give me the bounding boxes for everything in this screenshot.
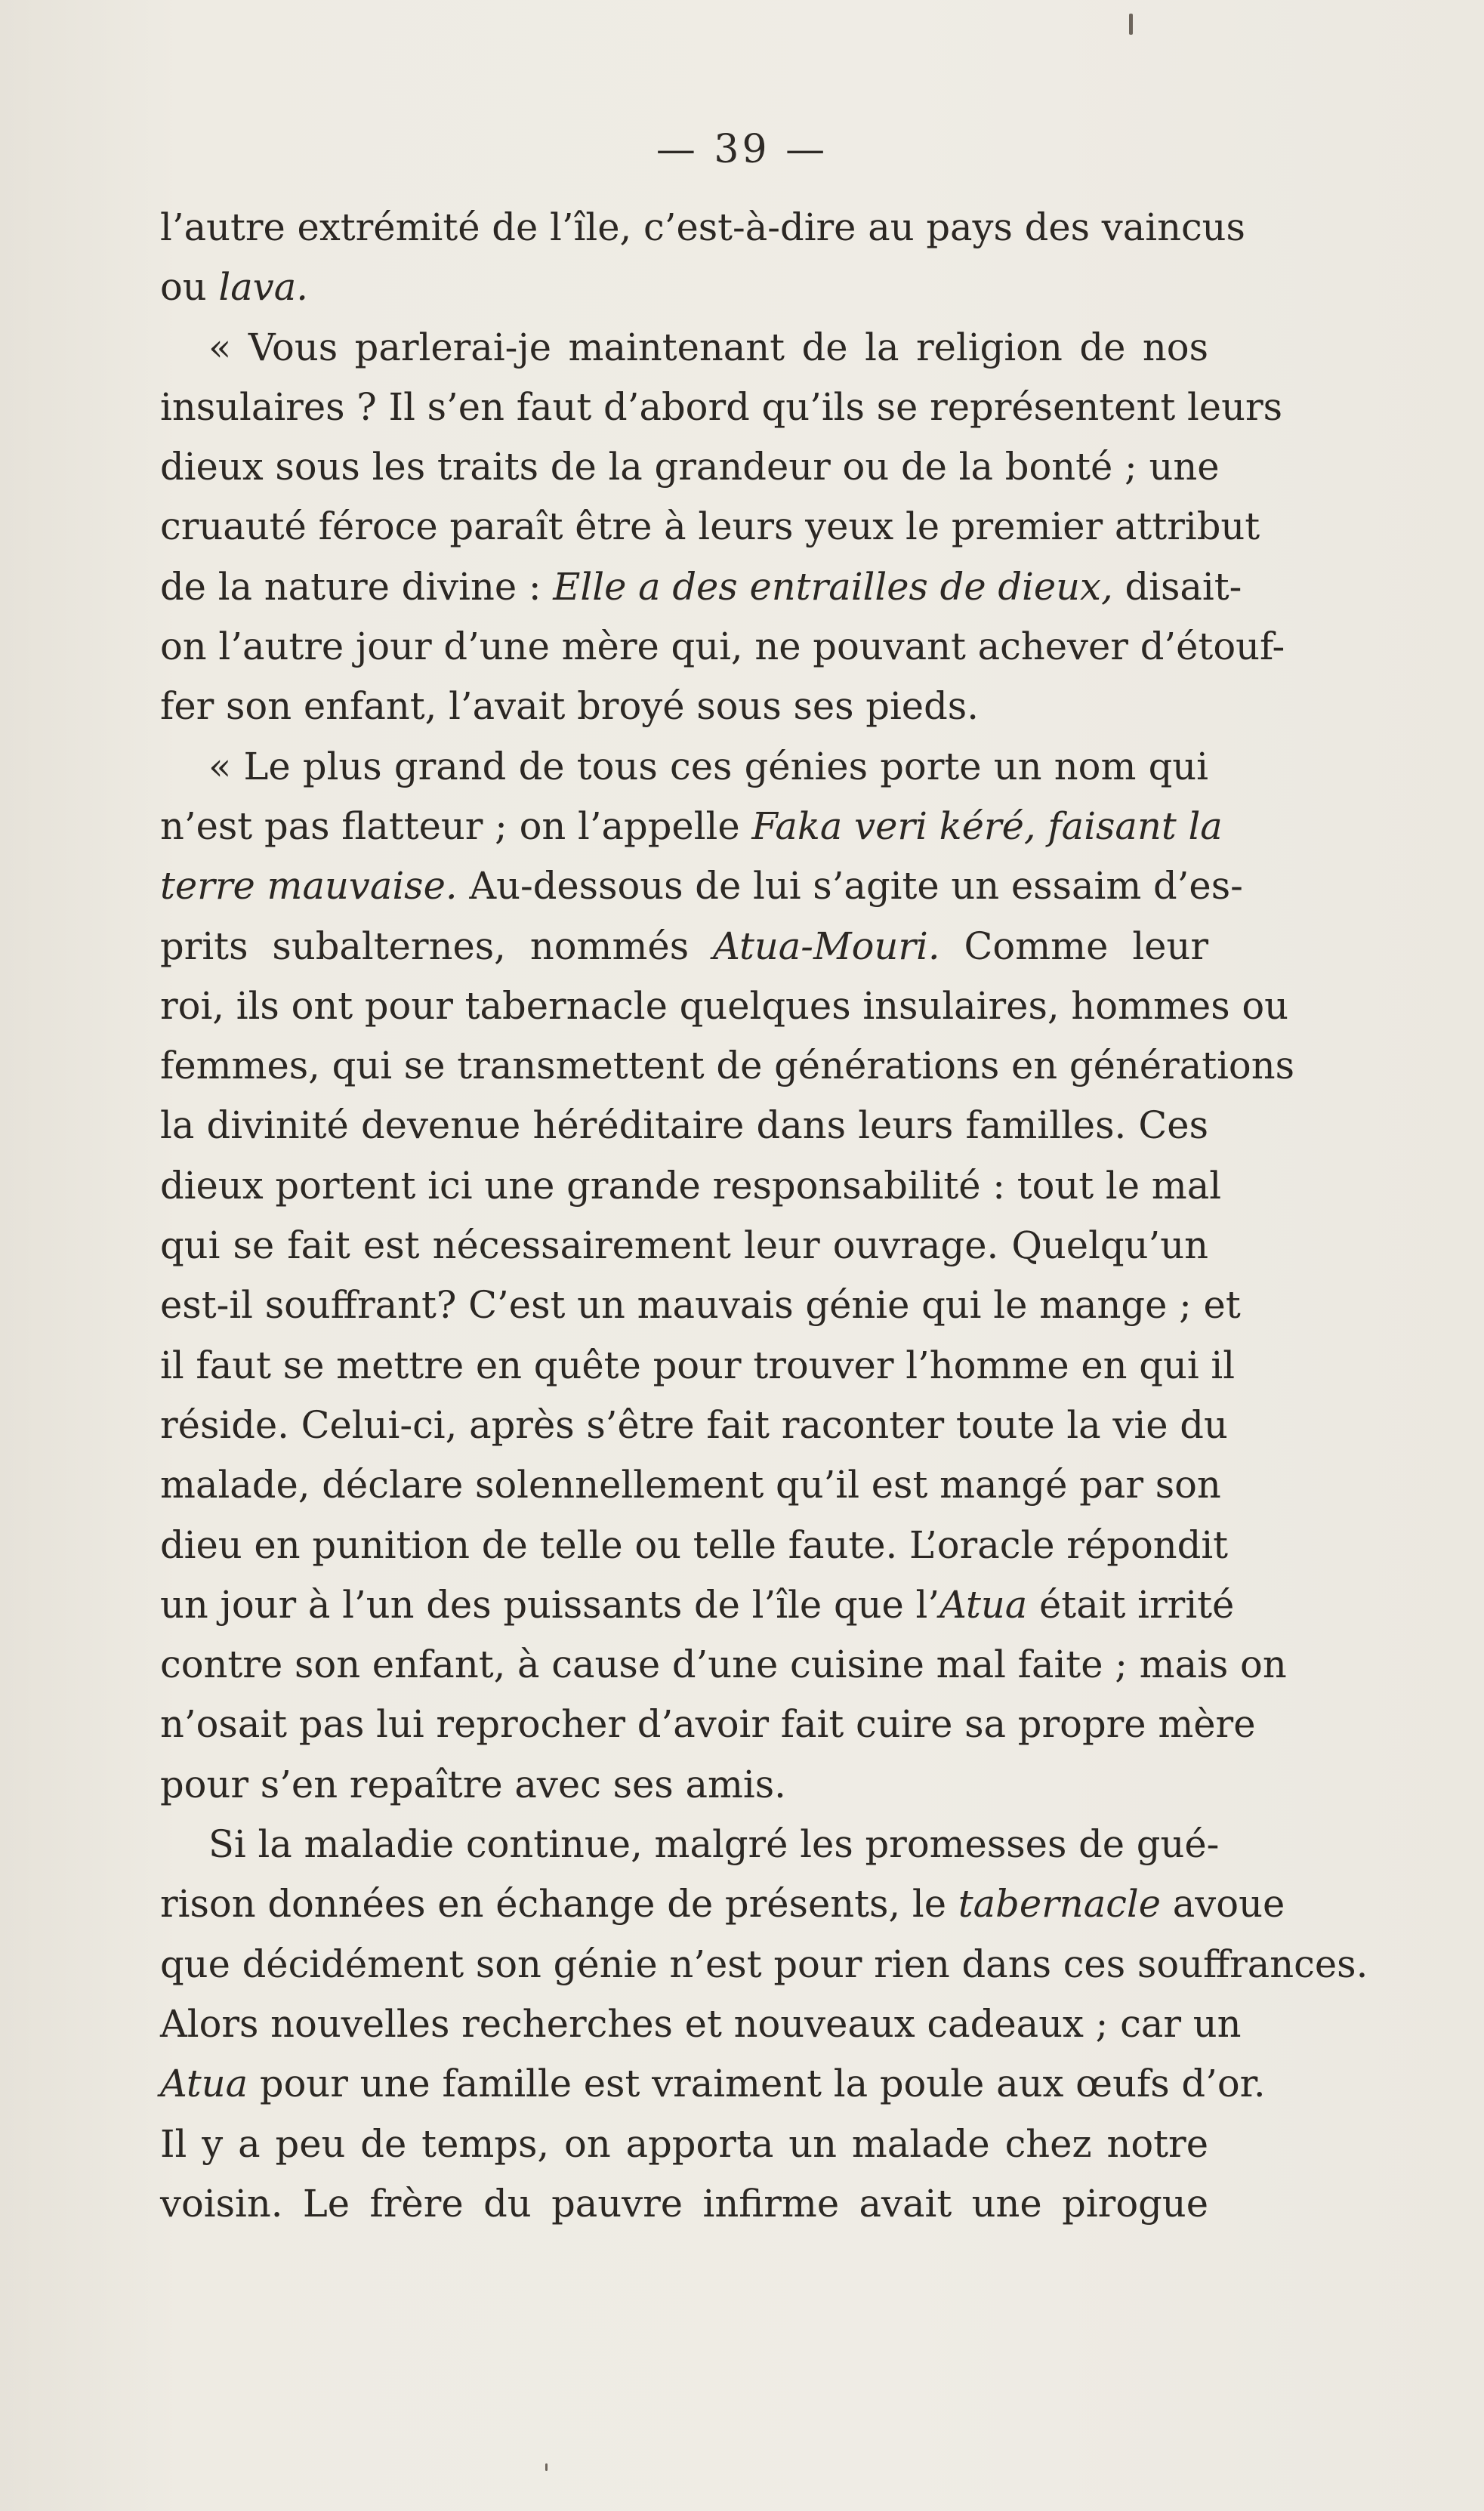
- italic-text: Faka veri kéré, faisant la: [751, 804, 1223, 848]
- text-line: [160, 2054, 1266, 2114]
- text-line: [160, 856, 1243, 916]
- text-run: il faut se mettre en quête pour trouver l’homme en qui il: [160, 1343, 1236, 1387]
- text-line: [160, 1336, 1236, 1396]
- text-line: [160, 1455, 1221, 1515]
- ink-speck: [1129, 14, 1133, 35]
- text-run: de la nature divine :: [160, 564, 554, 609]
- text-line: [160, 1635, 1287, 1695]
- text-run: rison données en échange de présents, le: [160, 1882, 958, 1926]
- text-run: insulaires ? Il s’en faut d’abord qu’ils se représentent leurs: [160, 384, 1283, 429]
- text-line: [160, 1156, 1222, 1216]
- text-line: [160, 1036, 1295, 1096]
- italic-text: terre mauvaise.: [160, 864, 458, 908]
- text-line: [160, 1096, 1208, 1155]
- body-text: [160, 198, 1368, 2234]
- text-run: un jour à l’un des puissants de l’île que l’: [160, 1582, 940, 1627]
- text-run: « Vous parlerai-je maintenant de la religion de nos: [208, 325, 1208, 369]
- text-run: la divinité devenue héréditaire dans leurs familles. Ces: [160, 1103, 1208, 1148]
- text-line: [160, 737, 1208, 797]
- text-line: [160, 258, 1208, 317]
- text-run: contre son enfant, à cause d’une cuisine mal faite ; mais on: [160, 1643, 1287, 1687]
- page-number: — 39 —: [656, 127, 828, 172]
- text-line: [160, 677, 1208, 736]
- text-line: [160, 437, 1220, 497]
- text-line: [160, 2174, 1208, 2234]
- text-line: [160, 1216, 1208, 1276]
- text-line: [160, 917, 1208, 976]
- italic-text: Elle a des entrailles de dieux,: [553, 564, 1113, 609]
- text-run: Au-dessous de lui s’agite un essaim d’es-: [457, 864, 1243, 908]
- ink-speck: [545, 2463, 548, 2471]
- text-run: Si la maladie continue, malgré les promesses de gué-: [208, 1822, 1220, 1867]
- text-run: n’est pas flatteur ; on l’appelle: [160, 804, 752, 848]
- text-line: [160, 617, 1285, 677]
- text-run: malade, déclare solennellement qu’il est mangé par son: [160, 1463, 1221, 1507]
- text-line: [160, 1516, 1229, 1575]
- text-line: [160, 1276, 1241, 1335]
- text-run: que décidément son génie n’est pour rien dans ces souffrances.: [160, 1942, 1368, 1986]
- text-run: dieux portent ici une grande responsabilité : tout le mal: [160, 1163, 1222, 1208]
- text-line: [160, 1695, 1256, 1754]
- text-line: [160, 1755, 1208, 1815]
- text-line: [160, 1874, 1285, 1934]
- text-run: ou: [160, 265, 219, 310]
- text-line: [160, 198, 1245, 258]
- text-run: qui se fait est nécessairement leur ouvrage. Quelqu’un: [160, 1223, 1208, 1268]
- text-run: est-il souffrant? C’est un mauvais génie qui le mange ; et: [160, 1283, 1241, 1328]
- text-run: on l’autre jour d’une mère qui, ne pouvant achever d’étouf-: [160, 625, 1285, 669]
- text-line: [160, 1575, 1235, 1635]
- text-run: réside. Celui-ci, après s’être fait raconter toute la vie du: [160, 1402, 1228, 1447]
- italic-text: Atua-Mouri.: [713, 924, 940, 968]
- text-run: dieux sous les traits de la grandeur ou de la bonté ; une: [160, 445, 1220, 489]
- text-line: [160, 318, 1208, 378]
- text-run: roi, ils ont pour tabernacle quelques insulaires, hommes ou: [160, 983, 1289, 1028]
- text-run: Alors nouvelles recherches et nouveaux cadeaux ; car un: [160, 2001, 1242, 2046]
- text-run: dieu en punition de telle ou telle faute. L’oracle répondit: [160, 1522, 1229, 1567]
- text-line: [160, 497, 1260, 557]
- text-line: [160, 2115, 1208, 2174]
- italic-text: Atua: [939, 1582, 1028, 1627]
- text-run: Il y a peu de temps, on apporta un malade chez notre: [160, 2121, 1208, 2166]
- text-line: [160, 557, 1242, 617]
- text-run: cruauté féroce paraît être à leurs yeux le premier attribut: [160, 504, 1260, 549]
- italic-text: lava.: [218, 265, 308, 310]
- text-line: [160, 976, 1289, 1036]
- text-run: était irrité: [1027, 1582, 1235, 1627]
- text-line: [160, 1935, 1368, 1994]
- italic-text: Atua: [160, 2062, 248, 2106]
- text-run: fer son enfant, l’avait broyé sous ses pieds.: [160, 684, 979, 729]
- text-run: « Le plus grand de tous ces génies porte un nom qui: [208, 744, 1208, 788]
- text-line: [160, 1994, 1242, 2054]
- text-line: [160, 1815, 1220, 1874]
- text-run: pour s’en repaître avec ses amis.: [160, 1762, 786, 1806]
- text-run: disait-: [1112, 564, 1242, 609]
- text-run: voisin. Le frère du pauvre infirme avait une pirogue: [160, 2181, 1208, 2226]
- text-run: n’osait pas lui reprocher d’avoir fait cuire sa propre mère: [160, 1702, 1256, 1747]
- italic-text: tabernacle: [958, 1882, 1162, 1926]
- text-line: [160, 797, 1223, 856]
- text-line: [160, 378, 1283, 437]
- text-line: [160, 1396, 1228, 1455]
- text-run: avoue: [1161, 1882, 1285, 1926]
- text-run: prits subalternes, nommés: [160, 924, 714, 968]
- text-run: pour une famille est vraiment la poule aux œufs d’or.: [248, 2062, 1266, 2106]
- text-run: l’autre extrémité de l’île, c’est-à-dire au pays des vaincus: [160, 205, 1245, 249]
- text-run: Comme leur: [939, 924, 1209, 968]
- text-run: femmes, qui se transmettent de générations en générations: [160, 1044, 1295, 1088]
